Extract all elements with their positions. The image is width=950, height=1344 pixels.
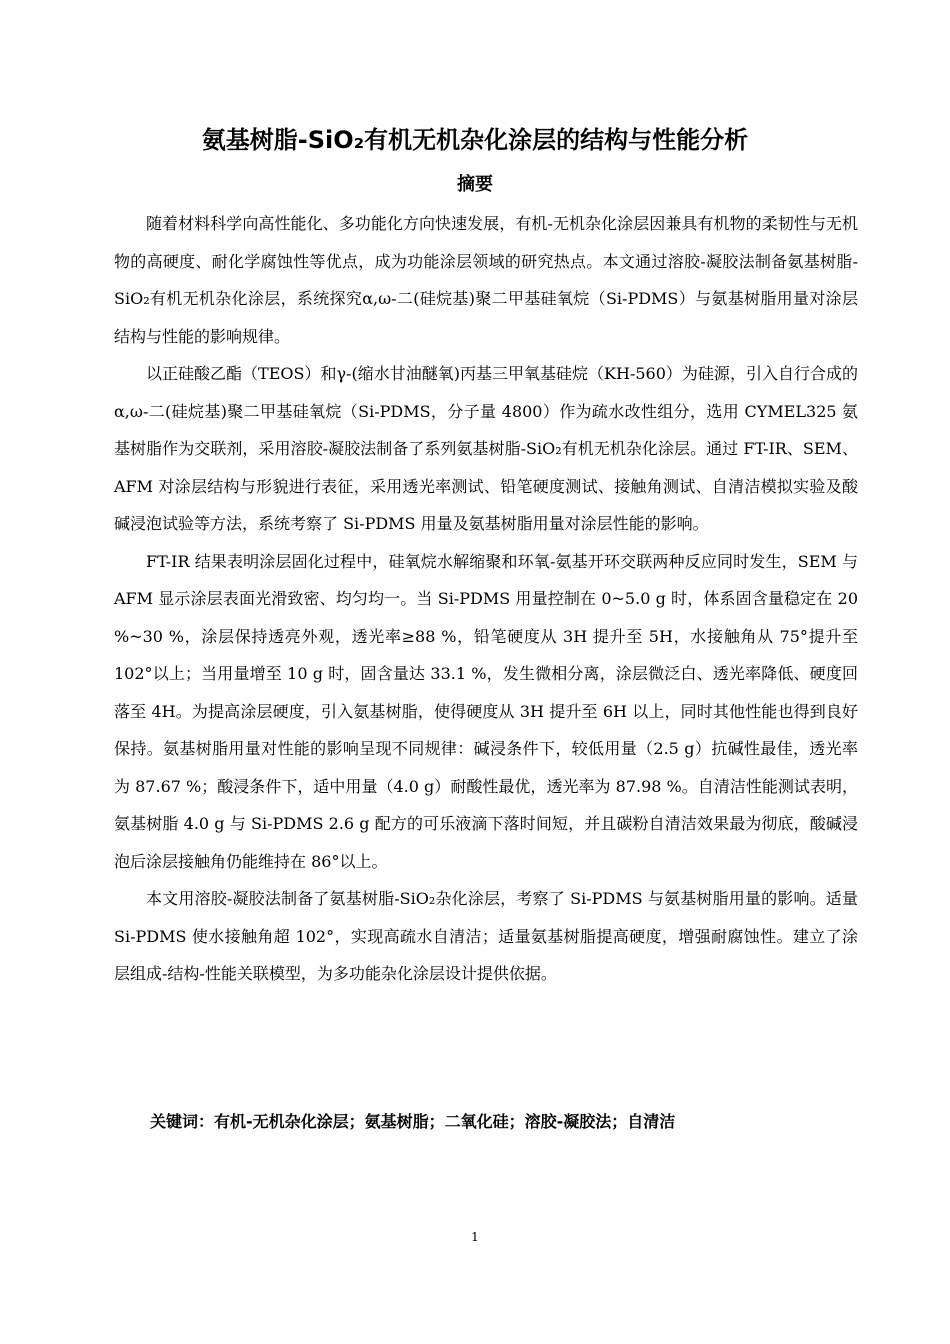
abstract-body	[114, 205, 858, 993]
page-number: 1	[471, 1230, 479, 1244]
abstract-paragraph-2: 以正硅酸乙酯（TEOS）和γ-(缩水甘油醚氧)丙基三甲氧基硅烷（KH-560）为硅源，引入自行合成的α,ω-二(硅烷基)聚二甲基硅氧烷（Si-PDMS，分子量 4800）作为疏水改性组分，选用 CYMEL325 氨基树脂作为交联剂，采用溶胶-凝胶法制备了系列氨基树脂-SiO₂有机无机杂化涂层。通过 FT-IR、SEM、AFM 对涂层结构与形貌进行表征，采用透光率测试、铅笔硬度测试、接触角测试、自清洁模拟实验及酸碱浸泡试验等方法，系统考察了 Si-PDMS 用量及氨基树脂用量对涂层性能的影响。	[114, 364, 858, 533]
abstract-heading: 摘要	[457, 174, 493, 195]
abstract-paragraph-1: 随着材料科学向高性能化、多功能化方向快速发展，有机-无机杂化涂层因兼具有机物的柔韧性与无机物的高硬度、耐化学腐蚀性等优点，成为功能涂层领域的研究热点。本文通过溶胶-凝胶法制备氨基树脂-SiO₂有机无机杂化涂层，系统探究α,ω-二(硅烷基)聚二甲基硅氧烷（Si-PDMS）与氨基树脂用量对涂层结构与性能的影响规律。	[114, 214, 858, 346]
keywords-line: 关键词：有机-无机杂化涂层；氨基树脂；二氧化硅；溶胶-凝胶法；自清洁	[150, 1112, 676, 1131]
document-title: 氨基树脂-SiO₂有机无机杂化涂层的结构与性能分析	[201, 126, 749, 154]
abstract-paragraph-4: 本文用溶胶-凝胶法制备了氨基树脂-SiO₂杂化涂层，考察了 Si-PDMS 与氨基树脂用量的影响。适量 Si-PDMS 使水接触角超 102°，实现高疏水自清洁；适量氨基树脂提高硬度，增强耐腐蚀性。建立了涂层组成-结构-性能关联模型，为多功能杂化涂层设计提供依据。	[114, 889, 858, 983]
abstract-paragraph-3: FT-IR 结果表明涂层固化过程中，硅氧烷水解缩聚和环氧-氨基开环交联两种反应同时发生，SEM 与 AFM 显示涂层表面光滑致密、均匀均一。当 Si-PDMS 用量控制在 0~5.0 g 时，体系固含量稳定在 20 %~30 %，涂层保持透亮外观，透光率≥88 %，铅笔硬度从 3H 提升至 5H，水接触角从 75°提升至 102°以上；当用量增至 10 g 时，固含量达 33.1 %，发生微相分离，涂层微泛白、透光率降低、硬度回落至 4H。为提高涂层硬度，引入氨基树脂，使得硬度从 3H 提升至 6H 以上，同时其他性能也得到良好保持。氨基树脂用量对性能的影响呈现不同规律：碱浸条件下，较低用量（2.5 g）抗碱性最佳，透光率为 87.67 %；酸浸条件下，适中用量（4.0 g）耐酸性最优，透光率为 87.98 %。自清洁性能测试表明，氨基树脂 4.0 g 与 Si-PDMS 2.6 g 配方的可乐液滴下落时间短，并且碳粉自清洁效果最为彻底，酸碱浸泡后涂层接触角仍能维持在 86°以上。	[114, 551, 858, 871]
